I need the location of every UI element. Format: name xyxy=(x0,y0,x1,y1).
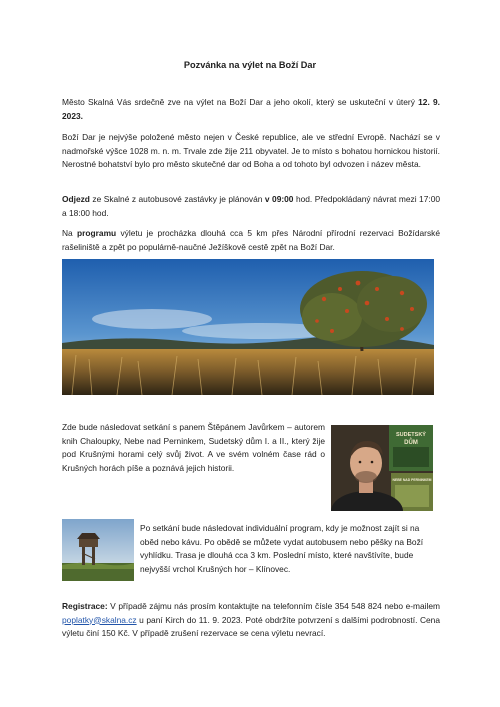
registration-paragraph xyxy=(62,600,440,641)
departure-time: v 09:00 xyxy=(264,194,294,204)
intro-paragraph xyxy=(62,96,440,123)
lookout-photo xyxy=(62,519,134,581)
registration-label: Registrace: xyxy=(62,601,108,611)
departure-text-2: hod. Předpokládaný návrat mezi 17:00 a 18:00 hod. xyxy=(62,194,441,218)
intro-text: Město Skalná Vás srdečně zve na výlet na Boží Dar a jeho okolí, který se uskuteční v úterý xyxy=(62,97,419,107)
afternoon-paragraph: Po setkání bude následovat individuální program, kdy je možnost zajít si na oběd nebo kávu. Po obědě se můžete vydat autobusem nebo pěšky na Boží vyhlídku. Trasa je dlouhá cca 3 km. Poslední místo, které navštívíte, bude nejvyšší vrchol Krušných hor – Klínovec. xyxy=(140,523,424,574)
program-paragraph xyxy=(62,227,440,254)
book-title-3: NEBE NAD PERNINKEM xyxy=(392,478,432,482)
info-paragraph: Boží Dar je nejvýše položené město nejen v České republice, ale ve střední Evropě. Nachází se v nadmořské výšce 1028 m. n. m. Trvale zde žije 211 obyvatel. Je to místo s bohatou hornickou historií. Nerostné bohatství bylo pro město skutečné dar od Boha a od tohoto byl odvozen i název města. xyxy=(62,132,440,169)
landscape-photo xyxy=(62,259,434,395)
email-link[interactable]: poplatky@skalna.cz xyxy=(62,614,137,625)
book-title-2: DŮM xyxy=(404,440,418,446)
registration-text-1: V případě zájmu nás prosím kontaktujte na telefonním čísle 354 548 824 nebo e-mailem xyxy=(107,601,440,611)
registration-text-2: u paní Kirch do 11. 9. 2023. Poté obdržíte potvrzení s dalšími podrobností. Cena výletu činí 150 Kč. V případě zrušení rezervace se cena výletu nevrací. xyxy=(62,614,440,638)
intro-date: 12. 9. 2023. xyxy=(62,97,440,121)
program-label: programu xyxy=(77,228,117,238)
program-text-1: Na xyxy=(62,228,78,238)
departure-text-1: ze Skalné z autobusové zastávky je plánován xyxy=(89,194,265,204)
author-paragraph: Zde bude následovat setkání s panem Štěpánem Javůrkem – autorem knih Chaloupky, Nebe nad Perninkem, Sudetský dům I. a II., který žije pod Krušnými horami celý svůj život. A ve svém volném čase rád o Krušných horách píše a poznává jejich historii. xyxy=(62,422,325,473)
program-text-2: výletu je procházka dlouhá cca 5 km přes Národní přírodní rezervaci Božídarské rašeliniště a zpět po populárně-naučné Ježíškově cestě zpět na Boží Dar. xyxy=(62,228,440,252)
departure-paragraph xyxy=(62,193,440,220)
book-title-1: SUDETSKÝ xyxy=(396,432,426,438)
author-photo xyxy=(331,425,433,511)
departure-label: Odjezd xyxy=(62,194,90,204)
page-title: Pozvánka na výlet na Boží Dar xyxy=(183,60,317,70)
